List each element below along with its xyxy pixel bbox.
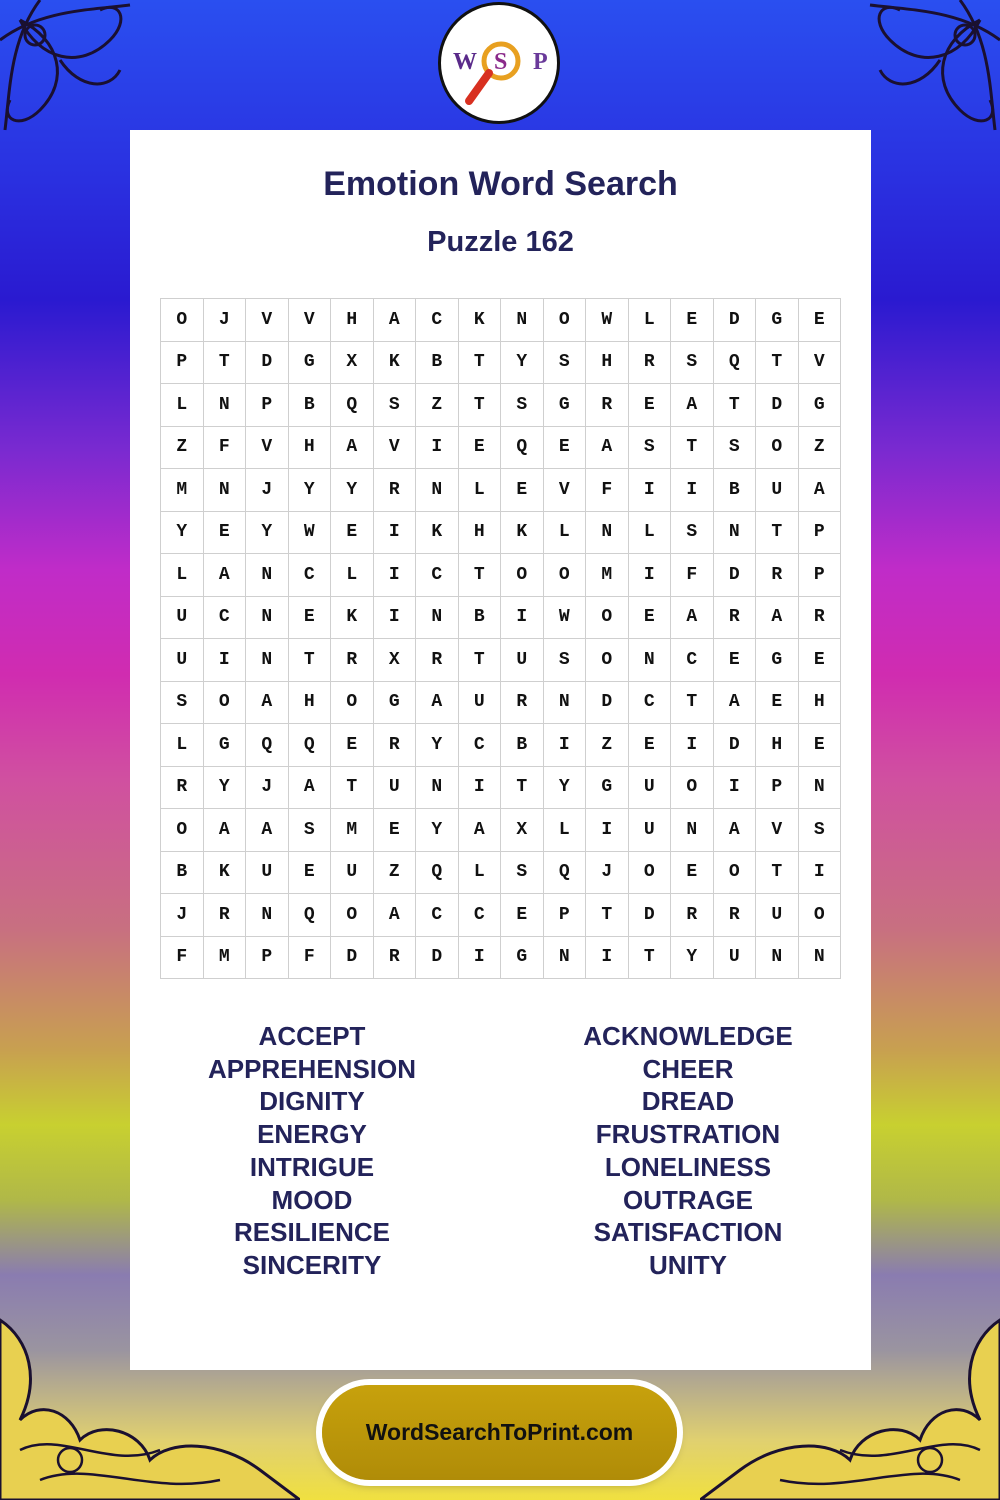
grid-cell[interactable]: A [288,766,331,809]
grid-cell[interactable]: O [713,851,756,894]
grid-cell[interactable]: Q [713,341,756,384]
grid-cell[interactable]: H [331,299,374,342]
grid-cell[interactable]: L [331,554,374,597]
letter-grid [160,298,841,979]
grid-cell[interactable]: L [458,851,501,894]
grid-cell[interactable]: A [246,809,289,852]
grid-cell[interactable]: I [671,469,714,512]
grid-cell[interactable]: R [161,766,204,809]
grid-cell[interactable]: X [501,809,544,852]
grid-cell[interactable]: G [288,341,331,384]
grid-cell[interactable]: N [246,894,289,937]
grid-cell[interactable]: O [756,426,799,469]
grid-cell[interactable]: S [671,341,714,384]
grid-cell[interactable]: O [798,894,841,937]
grid-cell[interactable]: E [756,681,799,724]
grid-cell[interactable]: N [543,936,586,979]
word-list-item: UNITY [649,1249,727,1280]
grid-cell[interactable]: U [161,596,204,639]
grid-cell[interactable]: S [161,681,204,724]
word-list-item: RESILIENCE [233,1217,391,1248]
grid-cell[interactable]: S [543,639,586,682]
grid-cell[interactable]: Y [543,766,586,809]
word-list-left [152,1020,472,1282]
grid-cell[interactable]: U [161,639,204,682]
grid-cell[interactable]: T [756,341,799,384]
grid-cell[interactable]: M [161,469,204,512]
grid-cell[interactable]: L [458,469,501,512]
grid-cell[interactable]: C [203,596,246,639]
word-list-item: ACCEPT [258,1021,366,1051]
grid-cell[interactable]: E [671,299,714,342]
grid-cell[interactable]: P [798,554,841,597]
grid-cell[interactable]: B [713,469,756,512]
grid-cell[interactable]: E [798,724,841,767]
logo-letter-w: W [453,49,477,75]
grid-cell[interactable]: S [798,809,841,852]
grid-cell[interactable]: Y [288,469,331,512]
grid-cell[interactable]: C [628,681,671,724]
grid-cell[interactable]: A [713,809,756,852]
grid-cell[interactable]: G [586,766,629,809]
wsp-logo [438,2,560,124]
grid-cell[interactable]: Y [203,766,246,809]
grid-cell[interactable]: A [798,469,841,512]
grid-cell[interactable]: I [586,936,629,979]
grid-cell[interactable]: T [671,426,714,469]
grid-cell[interactable]: B [458,596,501,639]
grid-cell[interactable]: P [246,384,289,427]
grid-cell[interactable]: S [288,809,331,852]
grid-row [161,341,841,384]
grid-cell[interactable]: A [373,894,416,937]
grid-cell[interactable]: U [373,766,416,809]
grid-cell[interactable]: C [288,554,331,597]
grid-cell[interactable]: X [373,639,416,682]
grid-cell[interactable]: O [161,809,204,852]
grid-cell[interactable]: R [373,936,416,979]
grid-cell[interactable]: I [416,426,459,469]
grid-cell[interactable]: M [586,554,629,597]
grid-row [161,384,841,427]
grid-cell[interactable]: M [331,809,374,852]
grid-cell[interactable]: T [671,681,714,724]
grid-cell[interactable]: Q [416,851,459,894]
grid-cell[interactable]: A [203,809,246,852]
grid-cell[interactable]: N [713,511,756,554]
grid-cell[interactable]: O [671,766,714,809]
grid-cell[interactable]: T [756,511,799,554]
grid-row [161,936,841,979]
grid-cell[interactable]: X [331,341,374,384]
grid-cell[interactable]: I [628,469,671,512]
grid-row [161,511,841,554]
grid-cell[interactable]: A [331,426,374,469]
grid-cell[interactable]: G [756,299,799,342]
grid-cell[interactable]: Z [373,851,416,894]
grid-cell[interactable]: C [416,299,459,342]
grid-cell[interactable]: T [288,639,331,682]
grid-cell[interactable]: L [161,724,204,767]
grid-cell[interactable]: E [458,426,501,469]
grid-cell[interactable]: D [331,936,374,979]
grid-cell[interactable]: R [756,554,799,597]
grid-cell[interactable]: N [543,681,586,724]
grid-cell[interactable]: H [798,681,841,724]
grid-cell[interactable]: R [373,469,416,512]
grid-cell[interactable]: I [543,724,586,767]
grid-cell[interactable]: P [161,341,204,384]
grid-cell[interactable]: V [756,809,799,852]
grid-cell[interactable]: R [586,384,629,427]
grid-cell[interactable]: V [288,299,331,342]
grid-cell[interactable]: B [288,384,331,427]
grid-cell[interactable]: K [501,511,544,554]
grid-cell[interactable]: E [628,596,671,639]
grid-cell[interactable]: O [331,894,374,937]
grid-cell[interactable]: J [586,851,629,894]
grid-cell[interactable]: Q [288,724,331,767]
grid-cell[interactable]: L [628,511,671,554]
grid-cell[interactable]: D [713,299,756,342]
grid-cell[interactable]: U [756,894,799,937]
grid-cell[interactable]: E [628,724,671,767]
grid-cell[interactable]: N [416,766,459,809]
grid-cell[interactable]: R [713,894,756,937]
word-list-item: MOOD [271,1184,353,1215]
grid-cell[interactable]: T [586,894,629,937]
grid-cell[interactable]: A [671,596,714,639]
grid-cell[interactable]: Z [798,426,841,469]
grid-cell[interactable]: D [586,681,629,724]
word-list-item: ENERGY [257,1119,367,1150]
grid-cell[interactable]: F [203,426,246,469]
grid-cell[interactable]: E [288,596,331,639]
grid-cell[interactable]: F [161,936,204,979]
word-list-item: CHEER [642,1053,734,1084]
grid-cell[interactable]: E [628,384,671,427]
grid-row [161,469,841,512]
word-list-item: OUTRAGE [623,1184,753,1215]
grid-cell[interactable]: M [203,936,246,979]
grid-cell[interactable]: T [331,766,374,809]
grid-row [161,894,841,937]
grid-cell[interactable]: G [543,384,586,427]
grid-cell[interactable]: F [288,936,331,979]
grid-cell[interactable]: K [373,341,416,384]
word-list-item: FRUSTRATION [595,1119,781,1150]
grid-cell[interactable]: J [203,299,246,342]
grid-cell[interactable]: R [501,681,544,724]
grid-cell[interactable]: O [331,681,374,724]
grid-cell[interactable]: N [586,511,629,554]
grid-cell[interactable]: E [798,639,841,682]
grid-cell[interactable]: I [671,724,714,767]
word-list-item: INTRIGUE [249,1151,375,1182]
grid-cell[interactable]: J [246,766,289,809]
grid-cell[interactable]: I [373,554,416,597]
page-title: Emotion Word Search [323,165,678,203]
grid-cell[interactable]: Q [288,894,331,937]
grid-cell[interactable]: I [203,639,246,682]
grid-row [161,596,841,639]
grid-cell[interactable]: C [458,894,501,937]
grid-cell[interactable]: N [203,384,246,427]
grid-cell[interactable]: Y [501,341,544,384]
grid-cell[interactable]: W [288,511,331,554]
grid-cell[interactable]: A [671,384,714,427]
puzzle-number: Puzzle 162 [427,226,574,258]
grid-cell[interactable]: N [203,469,246,512]
grid-cell[interactable]: A [458,809,501,852]
grid-cell[interactable]: V [798,341,841,384]
grid-cell[interactable]: Y [161,511,204,554]
grid-cell[interactable]: N [416,469,459,512]
grid-cell[interactable]: K [331,596,374,639]
grid-cell[interactable]: T [203,341,246,384]
grid-cell[interactable]: Z [586,724,629,767]
grid-cell[interactable]: O [543,554,586,597]
grid-cell[interactable]: L [161,384,204,427]
grid-cell[interactable]: Z [161,426,204,469]
grid-cell[interactable]: S [628,426,671,469]
grid-cell[interactable]: I [586,809,629,852]
word-list-item: ACKNOWLEDGE [583,1021,793,1051]
grid-cell[interactable]: D [416,936,459,979]
grid-cell[interactable]: L [543,809,586,852]
grid-cell[interactable]: K [416,511,459,554]
grid-row [161,851,841,894]
grid-cell[interactable]: O [203,681,246,724]
grid-cell[interactable]: U [713,936,756,979]
grid-cell[interactable]: K [458,299,501,342]
grid-cell[interactable]: H [288,681,331,724]
grid-cell[interactable]: J [161,894,204,937]
grid-cell[interactable]: E [331,724,374,767]
grid-cell[interactable]: B [501,724,544,767]
grid-cell[interactable]: U [246,851,289,894]
grid-cell[interactable]: L [543,511,586,554]
grid-cell[interactable]: H [586,341,629,384]
grid-cell[interactable]: F [586,469,629,512]
grid-cell[interactable]: U [458,681,501,724]
grid-cell[interactable]: U [331,851,374,894]
word-list-item: DREAD [641,1086,735,1117]
grid-cell[interactable]: P [246,936,289,979]
grid-cell[interactable]: E [501,469,544,512]
grid-cell[interactable]: E [288,851,331,894]
grid-cell[interactable]: G [373,681,416,724]
grid-cell[interactable]: I [373,596,416,639]
grid-cell[interactable]: I [458,936,501,979]
grid-cell[interactable]: O [161,299,204,342]
grid-cell[interactable]: O [501,554,544,597]
grid-cell[interactable]: R [628,341,671,384]
logo-letter-p: P [533,49,548,75]
grid-cell[interactable]: I [373,511,416,554]
grid-cell[interactable]: J [246,469,289,512]
grid-row [161,724,841,767]
grid-cell[interactable]: N [798,936,841,979]
grid-cell[interactable]: I [458,766,501,809]
grid-cell[interactable]: G [501,936,544,979]
grid-cell[interactable]: R [203,894,246,937]
grid-cell[interactable]: S [501,384,544,427]
grid-cell[interactable]: R [373,724,416,767]
grid-cell[interactable]: N [246,596,289,639]
grid-cell[interactable]: C [416,894,459,937]
grid-cell[interactable]: S [373,384,416,427]
grid-cell[interactable]: E [798,299,841,342]
grid-cell[interactable]: V [373,426,416,469]
grid-cell[interactable]: Y [416,809,459,852]
grid-cell[interactable]: Y [246,511,289,554]
grid-cell[interactable]: V [543,469,586,512]
grid-cell[interactable]: G [756,639,799,682]
grid-cell[interactable]: R [671,894,714,937]
grid-cell[interactable]: L [628,299,671,342]
grid-cell[interactable]: G [203,724,246,767]
grid-cell[interactable]: R [331,639,374,682]
grid-cell[interactable]: W [543,596,586,639]
grid-cell[interactable]: A [246,681,289,724]
grid-cell[interactable]: T [756,851,799,894]
word-list-item: LONELINESS [604,1151,772,1182]
grid-cell[interactable]: W [586,299,629,342]
grid-cell[interactable]: Q [543,851,586,894]
grid-cell[interactable]: Z [416,384,459,427]
grid-cell[interactable]: L [161,554,204,597]
grid-cell[interactable]: B [161,851,204,894]
grid-cell[interactable]: P [756,766,799,809]
grid-row [161,639,841,682]
grid-cell[interactable]: N [416,596,459,639]
grid-row [161,299,841,342]
grid-cell[interactable]: N [628,639,671,682]
grid-cell[interactable]: C [416,554,459,597]
grid-cell[interactable]: R [798,596,841,639]
grid-cell[interactable]: I [798,851,841,894]
grid-row [161,681,841,724]
grid-cell[interactable]: A [203,554,246,597]
grid-cell[interactable]: D [246,341,289,384]
grid-cell[interactable]: I [628,554,671,597]
grid-row [161,426,841,469]
grid-cell[interactable]: T [458,341,501,384]
puzzle-card [130,130,871,1370]
grid-cell[interactable]: Y [671,936,714,979]
grid-cell[interactable]: H [288,426,331,469]
grid-cell[interactable]: D [713,724,756,767]
word-list-item: DIGNITY [259,1086,365,1117]
grid-cell[interactable]: T [458,554,501,597]
grid-cell[interactable]: S [713,426,756,469]
grid-cell[interactable]: U [756,469,799,512]
grid-cell[interactable]: P [543,894,586,937]
grid-cell[interactable]: Y [416,724,459,767]
word-list-right [528,1020,848,1282]
grid-cell[interactable]: R [713,596,756,639]
grid-cell[interactable]: S [501,851,544,894]
grid-cell[interactable]: U [628,809,671,852]
grid-cell[interactable]: E [373,809,416,852]
grid-cell[interactable]: T [713,384,756,427]
grid-cell[interactable]: T [458,384,501,427]
grid-cell[interactable]: G [798,384,841,427]
grid-cell[interactable]: N [798,766,841,809]
grid-cell[interactable]: S [671,511,714,554]
grid-cell[interactable]: F [671,554,714,597]
grid-cell[interactable]: P [798,511,841,554]
grid-cell[interactable]: C [671,639,714,682]
grid-cell[interactable]: E [501,894,544,937]
grid-cell[interactable]: A [756,596,799,639]
grid-cell[interactable]: O [628,851,671,894]
grid-cell[interactable]: O [543,299,586,342]
grid-cell[interactable]: E [671,851,714,894]
grid-cell[interactable]: H [756,724,799,767]
grid-cell[interactable]: A [373,299,416,342]
grid-cell[interactable]: Q [501,426,544,469]
grid-cell[interactable]: N [501,299,544,342]
grid-cell[interactable]: N [756,936,799,979]
grid-cell[interactable]: O [586,596,629,639]
grid-cell[interactable]: Y [331,469,374,512]
grid-cell[interactable]: B [416,341,459,384]
grid-cell[interactable]: K [203,851,246,894]
grid-cell[interactable]: A [713,681,756,724]
grid-cell[interactable]: E [331,511,374,554]
grid-cell[interactable]: N [671,809,714,852]
grid-cell[interactable]: N [246,554,289,597]
grid-cell[interactable]: D [628,894,671,937]
grid-cell[interactable]: V [246,299,289,342]
grid-cell[interactable]: O [586,639,629,682]
grid-cell[interactable]: I [501,596,544,639]
website-button[interactable]: WordSearchToPrint.com [322,1385,677,1480]
grid-cell[interactable]: D [713,554,756,597]
grid-cell[interactable]: D [756,384,799,427]
word-list-item: SINCERITY [242,1249,382,1280]
grid-cell[interactable]: Q [246,724,289,767]
grid-cell[interactable]: T [458,639,501,682]
grid-cell[interactable]: H [458,511,501,554]
grid-row [161,809,841,852]
grid-row [161,766,841,809]
grid-cell[interactable]: C [458,724,501,767]
grid-cell[interactable]: R [416,639,459,682]
grid-cell[interactable]: T [501,766,544,809]
grid-cell[interactable]: A [586,426,629,469]
grid-cell[interactable]: N [246,639,289,682]
word-list-item: SATISFACTION [593,1217,783,1248]
grid-cell[interactable]: E [543,426,586,469]
grid-cell[interactable]: U [501,639,544,682]
grid-cell[interactable]: T [628,936,671,979]
grid-row [161,554,841,597]
word-list-item: APPREHENSION [207,1053,417,1084]
logo-letter-s: S [494,49,508,75]
grid-cell[interactable]: V [246,426,289,469]
grid-cell[interactable]: S [543,341,586,384]
grid-cell[interactable]: A [416,681,459,724]
grid-cell[interactable]: E [713,639,756,682]
grid-cell[interactable]: Q [331,384,374,427]
grid-cell[interactable]: I [713,766,756,809]
grid-cell[interactable]: E [203,511,246,554]
grid-cell[interactable]: U [628,766,671,809]
